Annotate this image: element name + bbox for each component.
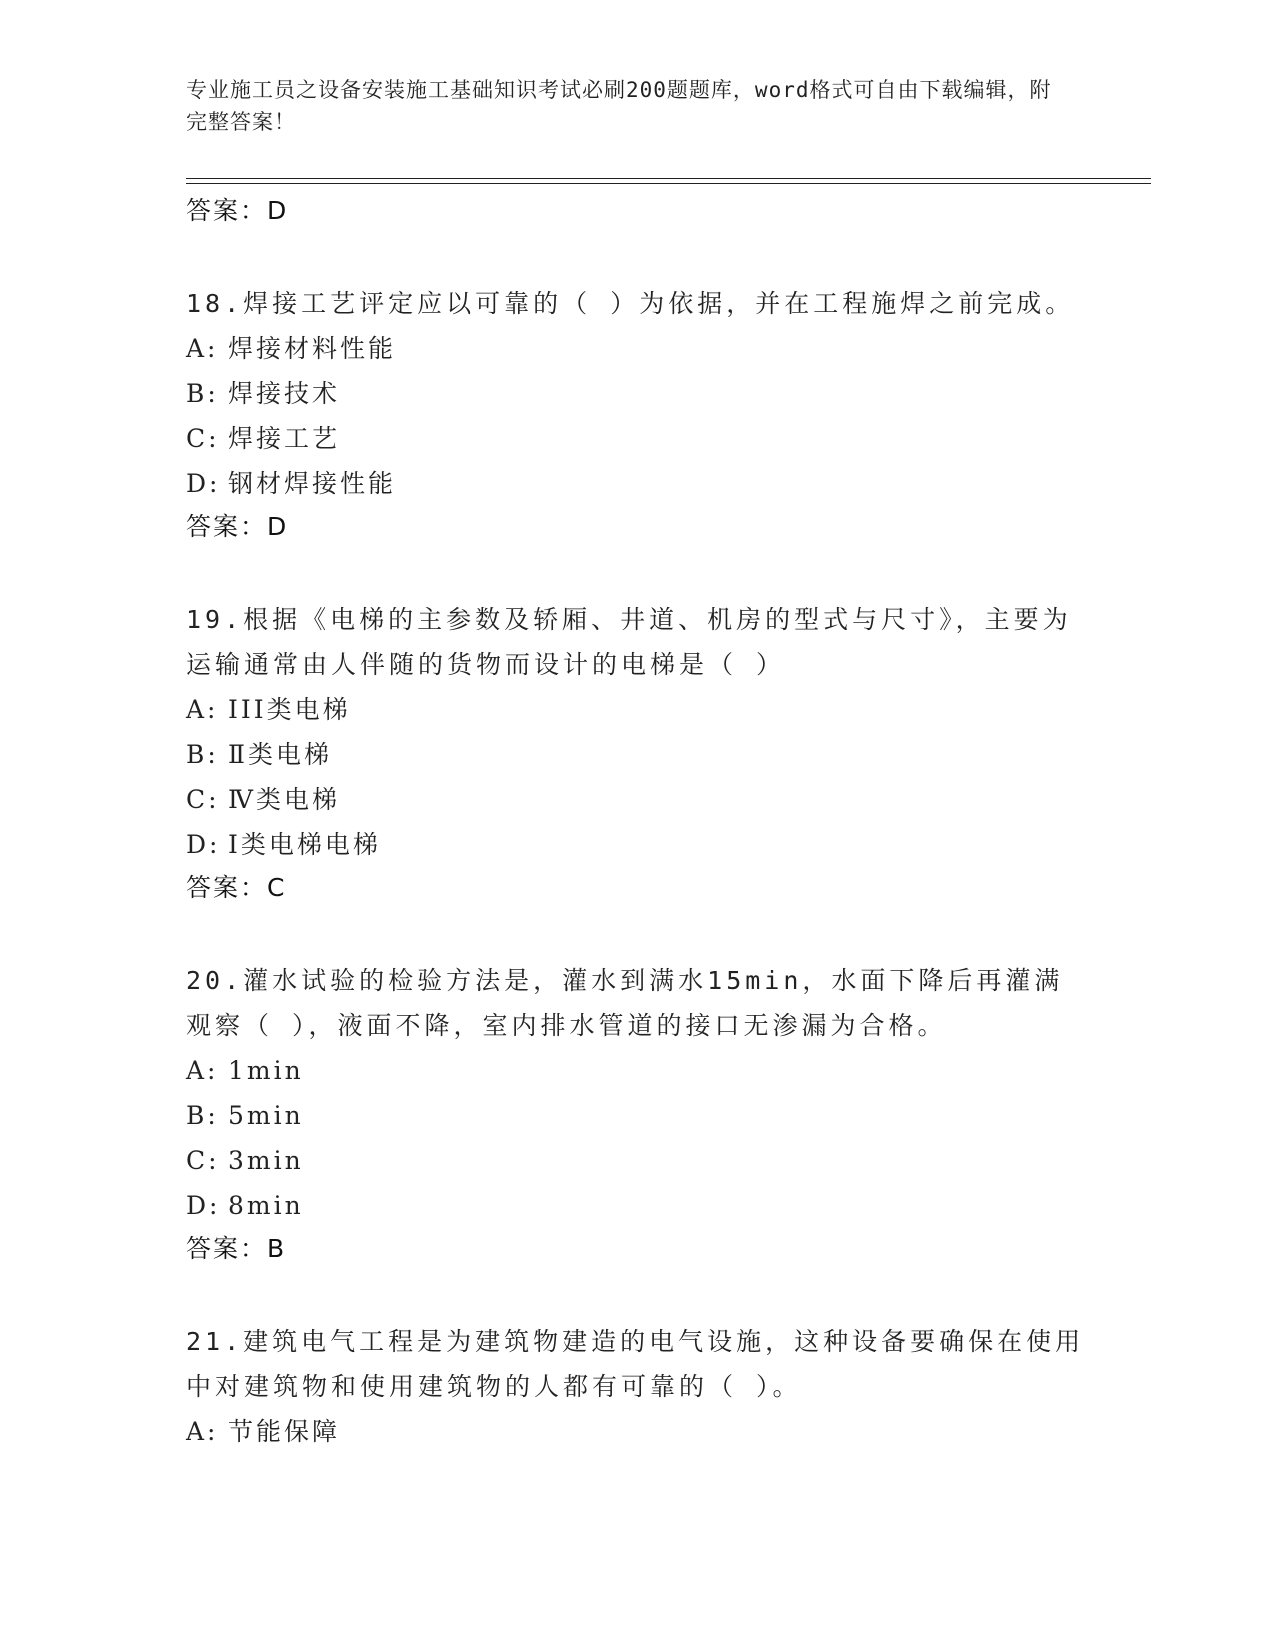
option-b	[186, 732, 1086, 777]
option-letter: C:	[186, 1146, 220, 1175]
option-letter: A:	[186, 334, 219, 363]
option-letter: A:	[186, 1056, 219, 1085]
option-text: Ⅱ类电梯	[228, 740, 332, 769]
option-letter: A:	[186, 695, 219, 724]
option-letter: B:	[186, 379, 219, 408]
option-c	[186, 1138, 1086, 1183]
question-text: 20.灌水试验的检验方法是，灌水到满水15min，水面下降后再灌满观察（ ），液面不降，室内排水管道的接口无渗漏为合格。	[186, 966, 1064, 1040]
answer-line: 答案：C	[186, 873, 287, 902]
option-a	[186, 1409, 1086, 1454]
option-text: 3min	[228, 1146, 304, 1175]
option-text: 钢材焊接性能	[228, 469, 397, 498]
answer-line: 答案：B	[186, 1234, 287, 1263]
option-b	[186, 371, 1086, 416]
option-letter: D:	[186, 469, 221, 498]
option-text: 8min	[228, 1191, 304, 1220]
question-block	[186, 281, 1086, 548]
question-block	[186, 958, 1086, 1270]
question-block	[186, 1319, 1086, 1454]
option-c	[186, 777, 1086, 822]
option-letter: A:	[186, 1417, 219, 1446]
option-letter: C:	[186, 785, 220, 814]
option-b	[186, 1093, 1086, 1138]
option-text: Ⅰ类电梯电梯	[228, 830, 381, 859]
option-a	[186, 687, 1086, 732]
answer-line: 答案：D	[186, 196, 289, 225]
option-text: III类电梯	[228, 695, 351, 724]
question-text: 19.根据《电梯的主参数及轿厢、井道、机房的型式与尺寸》，主要为运输通常由人伴随的货物而设计的电梯是（ ）	[186, 605, 1072, 679]
question-text: 21.建筑电气工程是为建筑物建造的电气设施，这种设备要确保在使用中对建筑物和使用建筑物的人都有可靠的（ ）。	[186, 1327, 1085, 1401]
option-letter: B:	[186, 740, 219, 769]
option-d	[186, 461, 1086, 506]
option-letter: B:	[186, 1101, 219, 1130]
question-list	[186, 190, 1086, 1454]
option-c	[186, 416, 1086, 461]
option-text: 焊接材料性能	[228, 334, 397, 363]
option-letter: C:	[186, 424, 220, 453]
option-d	[186, 1183, 1086, 1228]
header-divider-bottom	[186, 183, 1151, 184]
option-a	[186, 1048, 1086, 1093]
header-divider-top	[186, 178, 1151, 179]
option-a	[186, 326, 1086, 371]
option-text: 焊接技术	[228, 379, 341, 408]
option-text: 5min	[228, 1101, 304, 1130]
question-text: 18.焊接工艺评定应以可靠的（ ）为依据，并在工程施焊之前完成。	[186, 289, 1075, 318]
option-text: 1min	[228, 1056, 304, 1085]
option-d	[186, 822, 1086, 867]
option-text: 焊接工艺	[228, 424, 341, 453]
option-text: Ⅳ类电梯	[228, 785, 340, 814]
answer-line: 答案：D	[186, 512, 289, 541]
document-header: 专业施工员之设备安装施工基础知识考试必刷200题题库，word格式可自由下载编辑，附完整答案！	[186, 78, 1052, 134]
option-letter: D:	[186, 1191, 221, 1220]
option-letter: D:	[186, 830, 221, 859]
option-text: 节能保障	[228, 1417, 341, 1446]
question-block	[186, 597, 1086, 909]
